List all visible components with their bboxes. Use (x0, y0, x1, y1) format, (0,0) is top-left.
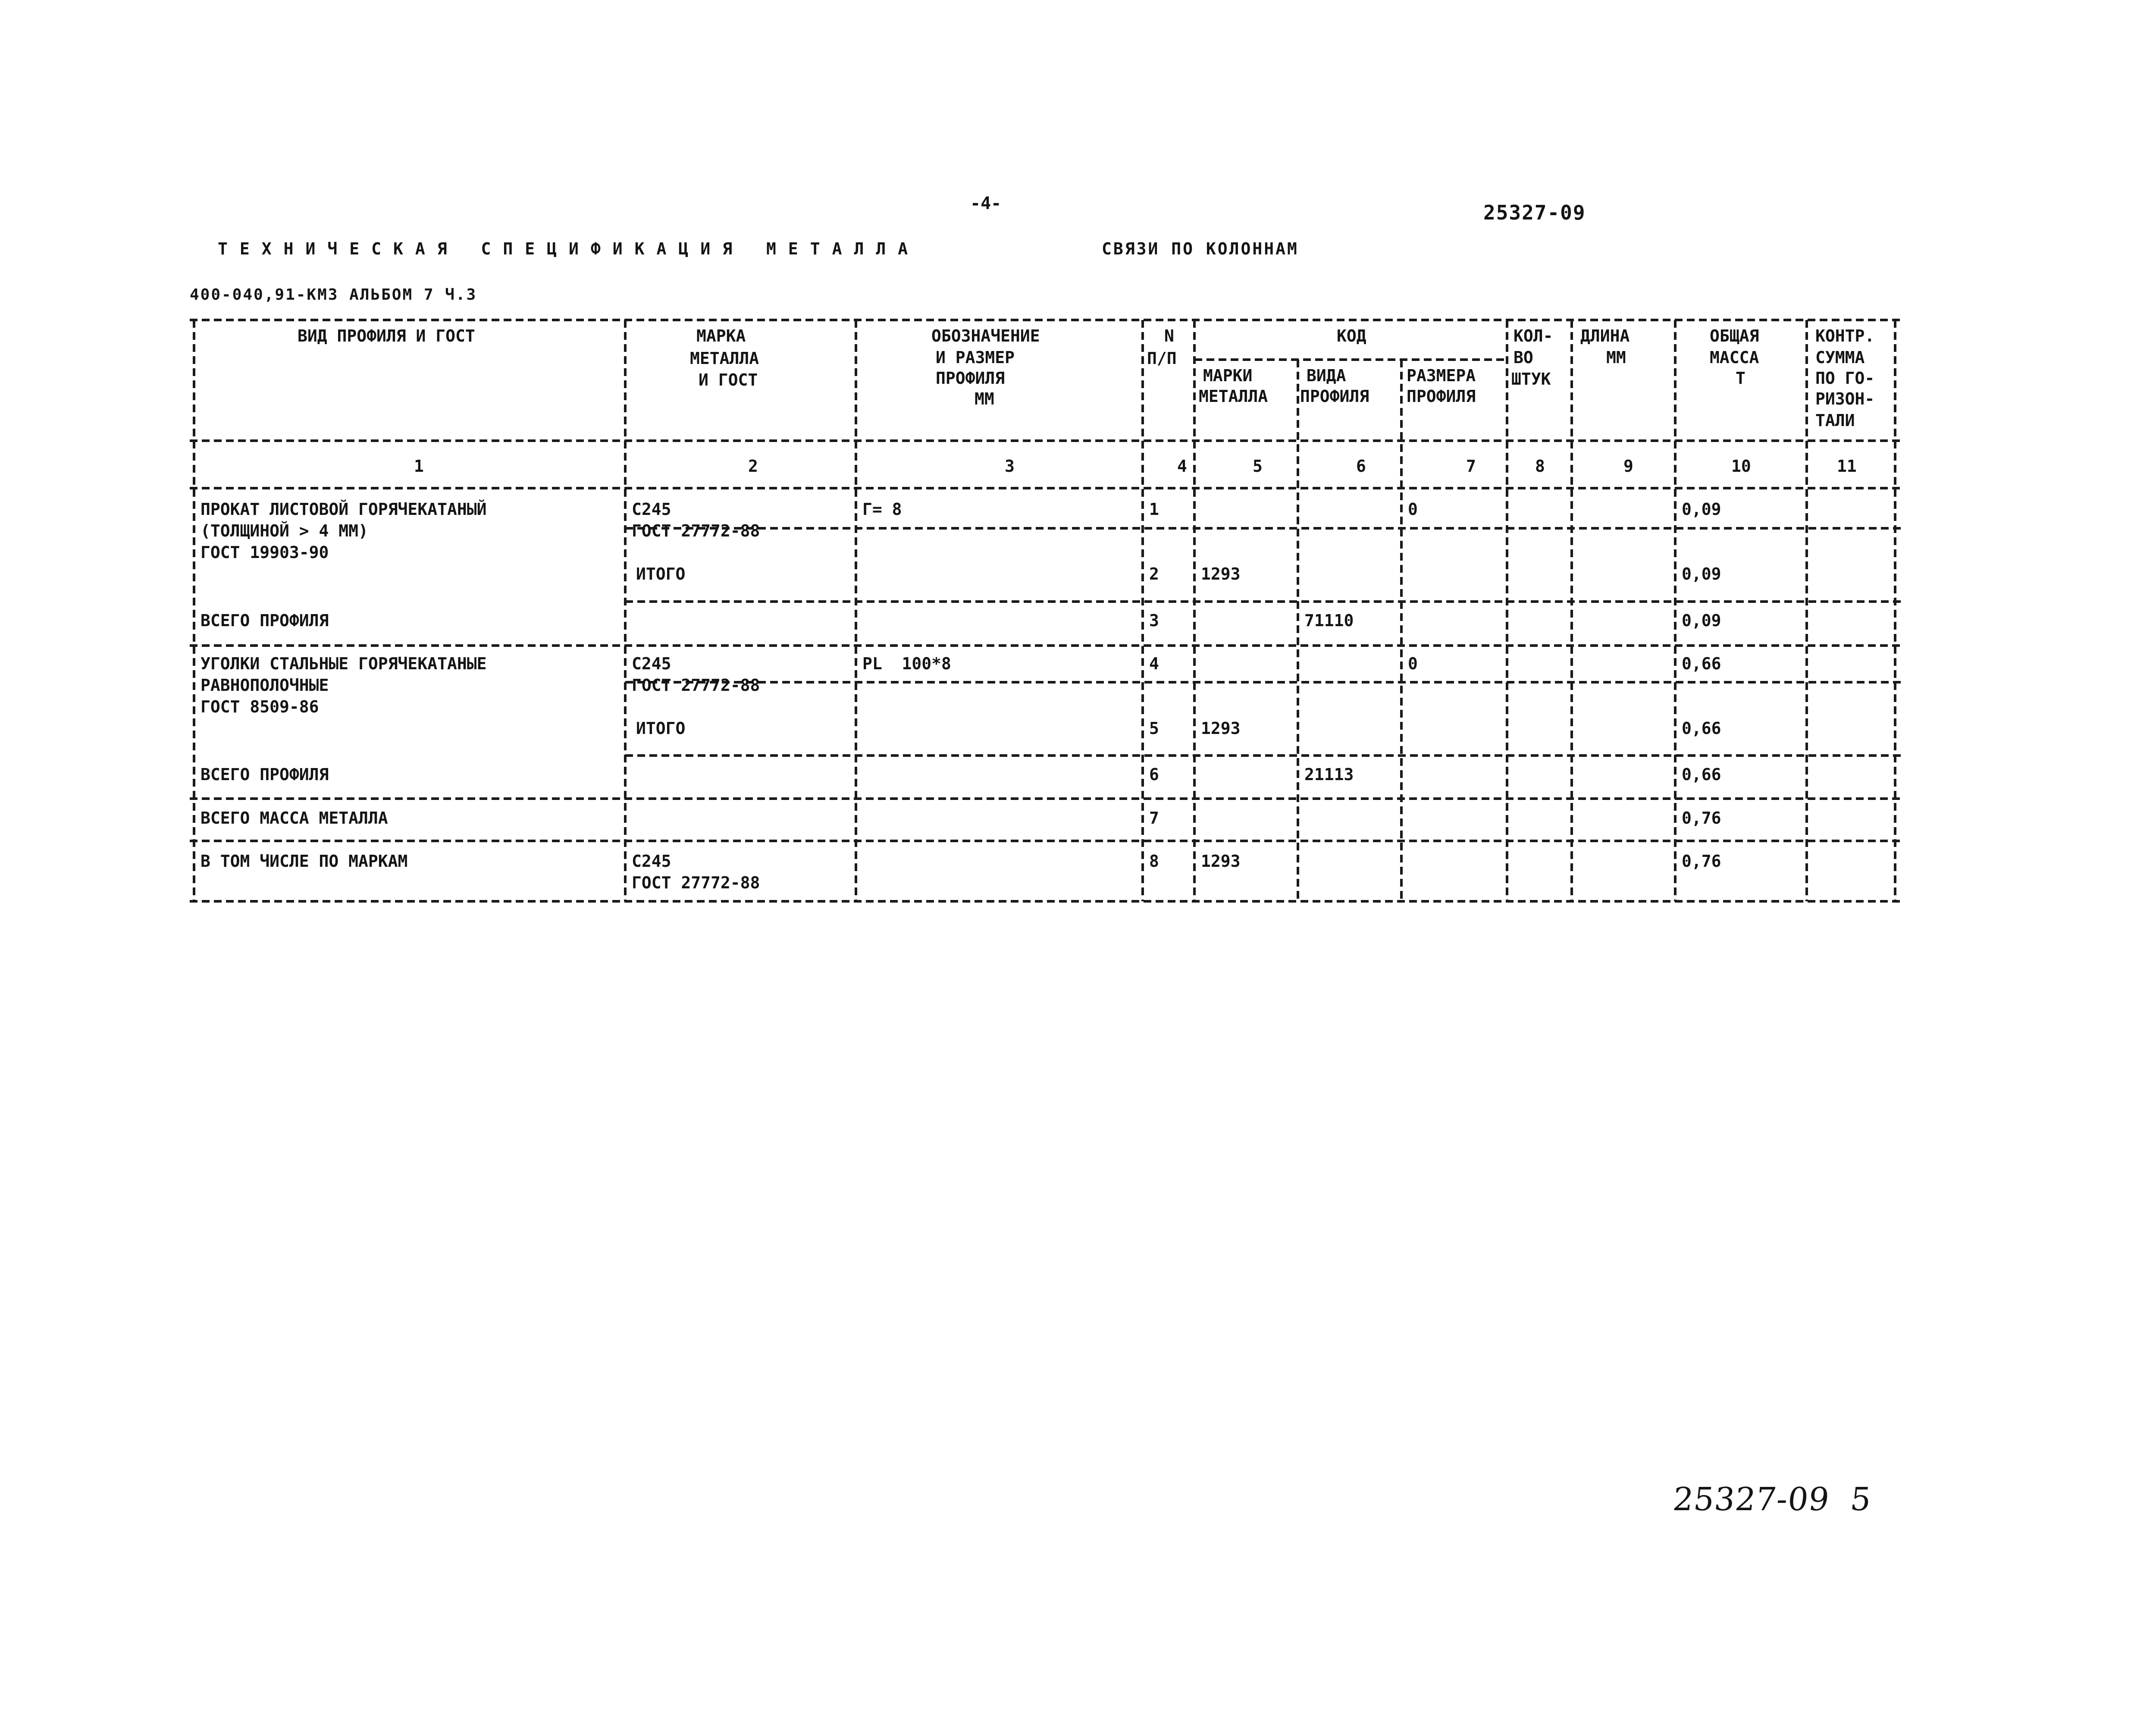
column-number: 7 (1466, 457, 1476, 476)
table-cell-profile: ВСЕГО ПРОФИЛЯ (201, 765, 329, 784)
column-number: 3 (1005, 457, 1015, 476)
table-cell-grade: С245 (632, 654, 671, 673)
column-number: 1 (414, 457, 424, 476)
header-mass-line3: Т (1736, 369, 1745, 388)
table-cell-grade: ГОСТ 27772-88 (632, 873, 760, 892)
header-length-line2: ММ (1606, 348, 1626, 367)
table-cell-grade-code: 1293 (1201, 564, 1241, 583)
header-code: КОД (1337, 326, 1366, 345)
table-cell-mass: 0,76 (1682, 852, 1721, 871)
column-number: 9 (1623, 457, 1633, 476)
header-designation-line2: И РАЗМЕР (936, 348, 1015, 367)
column-number: 11 (1837, 457, 1857, 476)
header-checksum-line3: ПО ГО- (1815, 369, 1875, 388)
header-quantity-line1: КОЛ- (1514, 326, 1553, 345)
table-cell-row-number: 3 (1149, 611, 1159, 630)
table-cell-profile-code: 71110 (1304, 611, 1354, 630)
page-number: -4- (970, 194, 1002, 213)
table-cell-grade: ГОСТ 27772-88 (632, 676, 760, 695)
table-cell-mass: 0,66 (1682, 765, 1721, 784)
header-code-size-line1: РАЗМЕРА (1407, 366, 1476, 385)
column-number: 4 (1177, 457, 1187, 476)
page-subtitle: СВЯЗИ ПО КОЛОННАМ (1102, 239, 1299, 258)
table-cell-grade: ИТОГО (636, 564, 686, 583)
column-number: 6 (1356, 457, 1366, 476)
table-cell-designation: Г= 8 (862, 500, 902, 519)
table-cell-grade: С245 (632, 500, 671, 519)
header-steel-grade-line2: МЕТАЛЛА (690, 349, 759, 368)
header-code-grade-line2: МЕТАЛЛА (1199, 387, 1268, 406)
header-mass-line1: ОБЩАЯ (1710, 326, 1759, 345)
table-cell-profile: РАВНОПОЛОЧНЫЕ (201, 676, 329, 695)
column-number: 10 (1731, 457, 1751, 476)
table-cell-row-number: 5 (1149, 719, 1159, 738)
table-cell-profile: ВСЕГО МАССА МЕТАЛЛА (201, 809, 388, 828)
header-code-profile-line1: ВИДА (1307, 366, 1346, 385)
table-cell-mass: 0,66 (1682, 719, 1721, 738)
header-designation-line1: ОБОЗНАЧЕНИЕ (931, 326, 1040, 345)
table-cell-grade: ГОСТ 27772-88 (632, 521, 760, 540)
table-cell-mass: 0,09 (1682, 564, 1721, 583)
header-row-number-line1: N (1164, 326, 1174, 345)
header-steel-grade-line1: МАРКА (696, 326, 746, 345)
table-cell-row-number: 1 (1149, 500, 1159, 519)
table-cell-grade-code: 1293 (1201, 852, 1241, 871)
document-number: 25327-09 (1483, 201, 1586, 224)
header-quantity-line2: ВО (1514, 348, 1533, 367)
header-profile-type: ВИД ПРОФИЛЯ И ГОСТ (298, 326, 475, 345)
table-cell-row-number: 6 (1149, 765, 1159, 784)
table-cell-size-code: 0 (1408, 500, 1418, 519)
table-cell-profile: ВСЕГО ПРОФИЛЯ (201, 611, 329, 630)
column-number: 8 (1535, 457, 1545, 476)
table-cell-profile: (ТОЛЩИНОЙ > 4 ММ) (201, 521, 368, 540)
table-cell-grade-code: 1293 (1201, 719, 1241, 738)
header-row-number-line2: П/П (1147, 349, 1177, 368)
page-title: ТЕХНИЧЕСКАЯ СПЕЦИФИКАЦИЯ МЕТАЛЛА (218, 239, 920, 258)
header-checksum-line1: КОНТР. (1815, 326, 1875, 345)
table-cell-mass: 0,66 (1682, 654, 1721, 673)
header-checksum-line5: ТАЛИ (1815, 411, 1855, 430)
table-cell-profile: УГОЛКИ СТАЛЬНЫЕ ГОРЯЧЕКАТАНЫЕ (201, 654, 487, 673)
header-checksum-line2: СУММА (1815, 348, 1865, 367)
table-cell-mass: 0,09 (1682, 611, 1721, 630)
table-cell-designation: PL 100*8 (862, 654, 951, 673)
column-number: 2 (748, 457, 758, 476)
header-mass-line2: МАССА (1710, 348, 1759, 367)
table-cell-row-number: 2 (1149, 564, 1159, 583)
album-reference: 400-040,91-КМЗ АЛЬБОМ 7 Ч.3 (190, 286, 477, 304)
table-cell-profile: ГОСТ 19903-90 (201, 543, 329, 562)
table-cell-row-number: 7 (1149, 809, 1159, 828)
table-cell-grade: ИТОГО (636, 719, 686, 738)
header-steel-grade-line3: И ГОСТ (699, 370, 758, 389)
header-code-size-line2: ПРОФИЛЯ (1407, 387, 1476, 406)
header-checksum-line4: РИЗОН- (1815, 389, 1875, 408)
table-cell-row-number: 4 (1149, 654, 1159, 673)
table-cell-mass: 0,09 (1682, 500, 1721, 519)
table-cell-profile: В ТОМ ЧИСЛЕ ПО МАРКАМ (201, 852, 408, 871)
table-cell-row-number: 8 (1149, 852, 1159, 871)
table-cell-profile-code: 21113 (1304, 765, 1354, 784)
header-length-line1: ДЛИНА (1580, 326, 1630, 345)
header-code-profile-line2: ПРОФИЛЯ (1300, 387, 1369, 406)
handwritten-note: 25327-09 5 (1671, 1481, 1874, 1518)
header-designation-line3: ПРОФИЛЯ (936, 369, 1005, 388)
header-code-grade-line1: МАРКИ (1203, 366, 1253, 385)
column-number: 5 (1253, 457, 1263, 476)
table-cell-profile: ПРОКАТ ЛИСТОВОЙ ГОРЯЧЕКАТАНЫЙ (201, 500, 487, 519)
table-cell-profile: ГОСТ 8509-86 (201, 697, 319, 716)
header-designation-line4: ММ (975, 389, 994, 408)
table-cell-mass: 0,76 (1682, 809, 1721, 828)
table-cell-grade: С245 (632, 852, 671, 871)
header-quantity-line3: ШТУК (1511, 370, 1551, 389)
table-cell-size-code: 0 (1408, 654, 1418, 673)
